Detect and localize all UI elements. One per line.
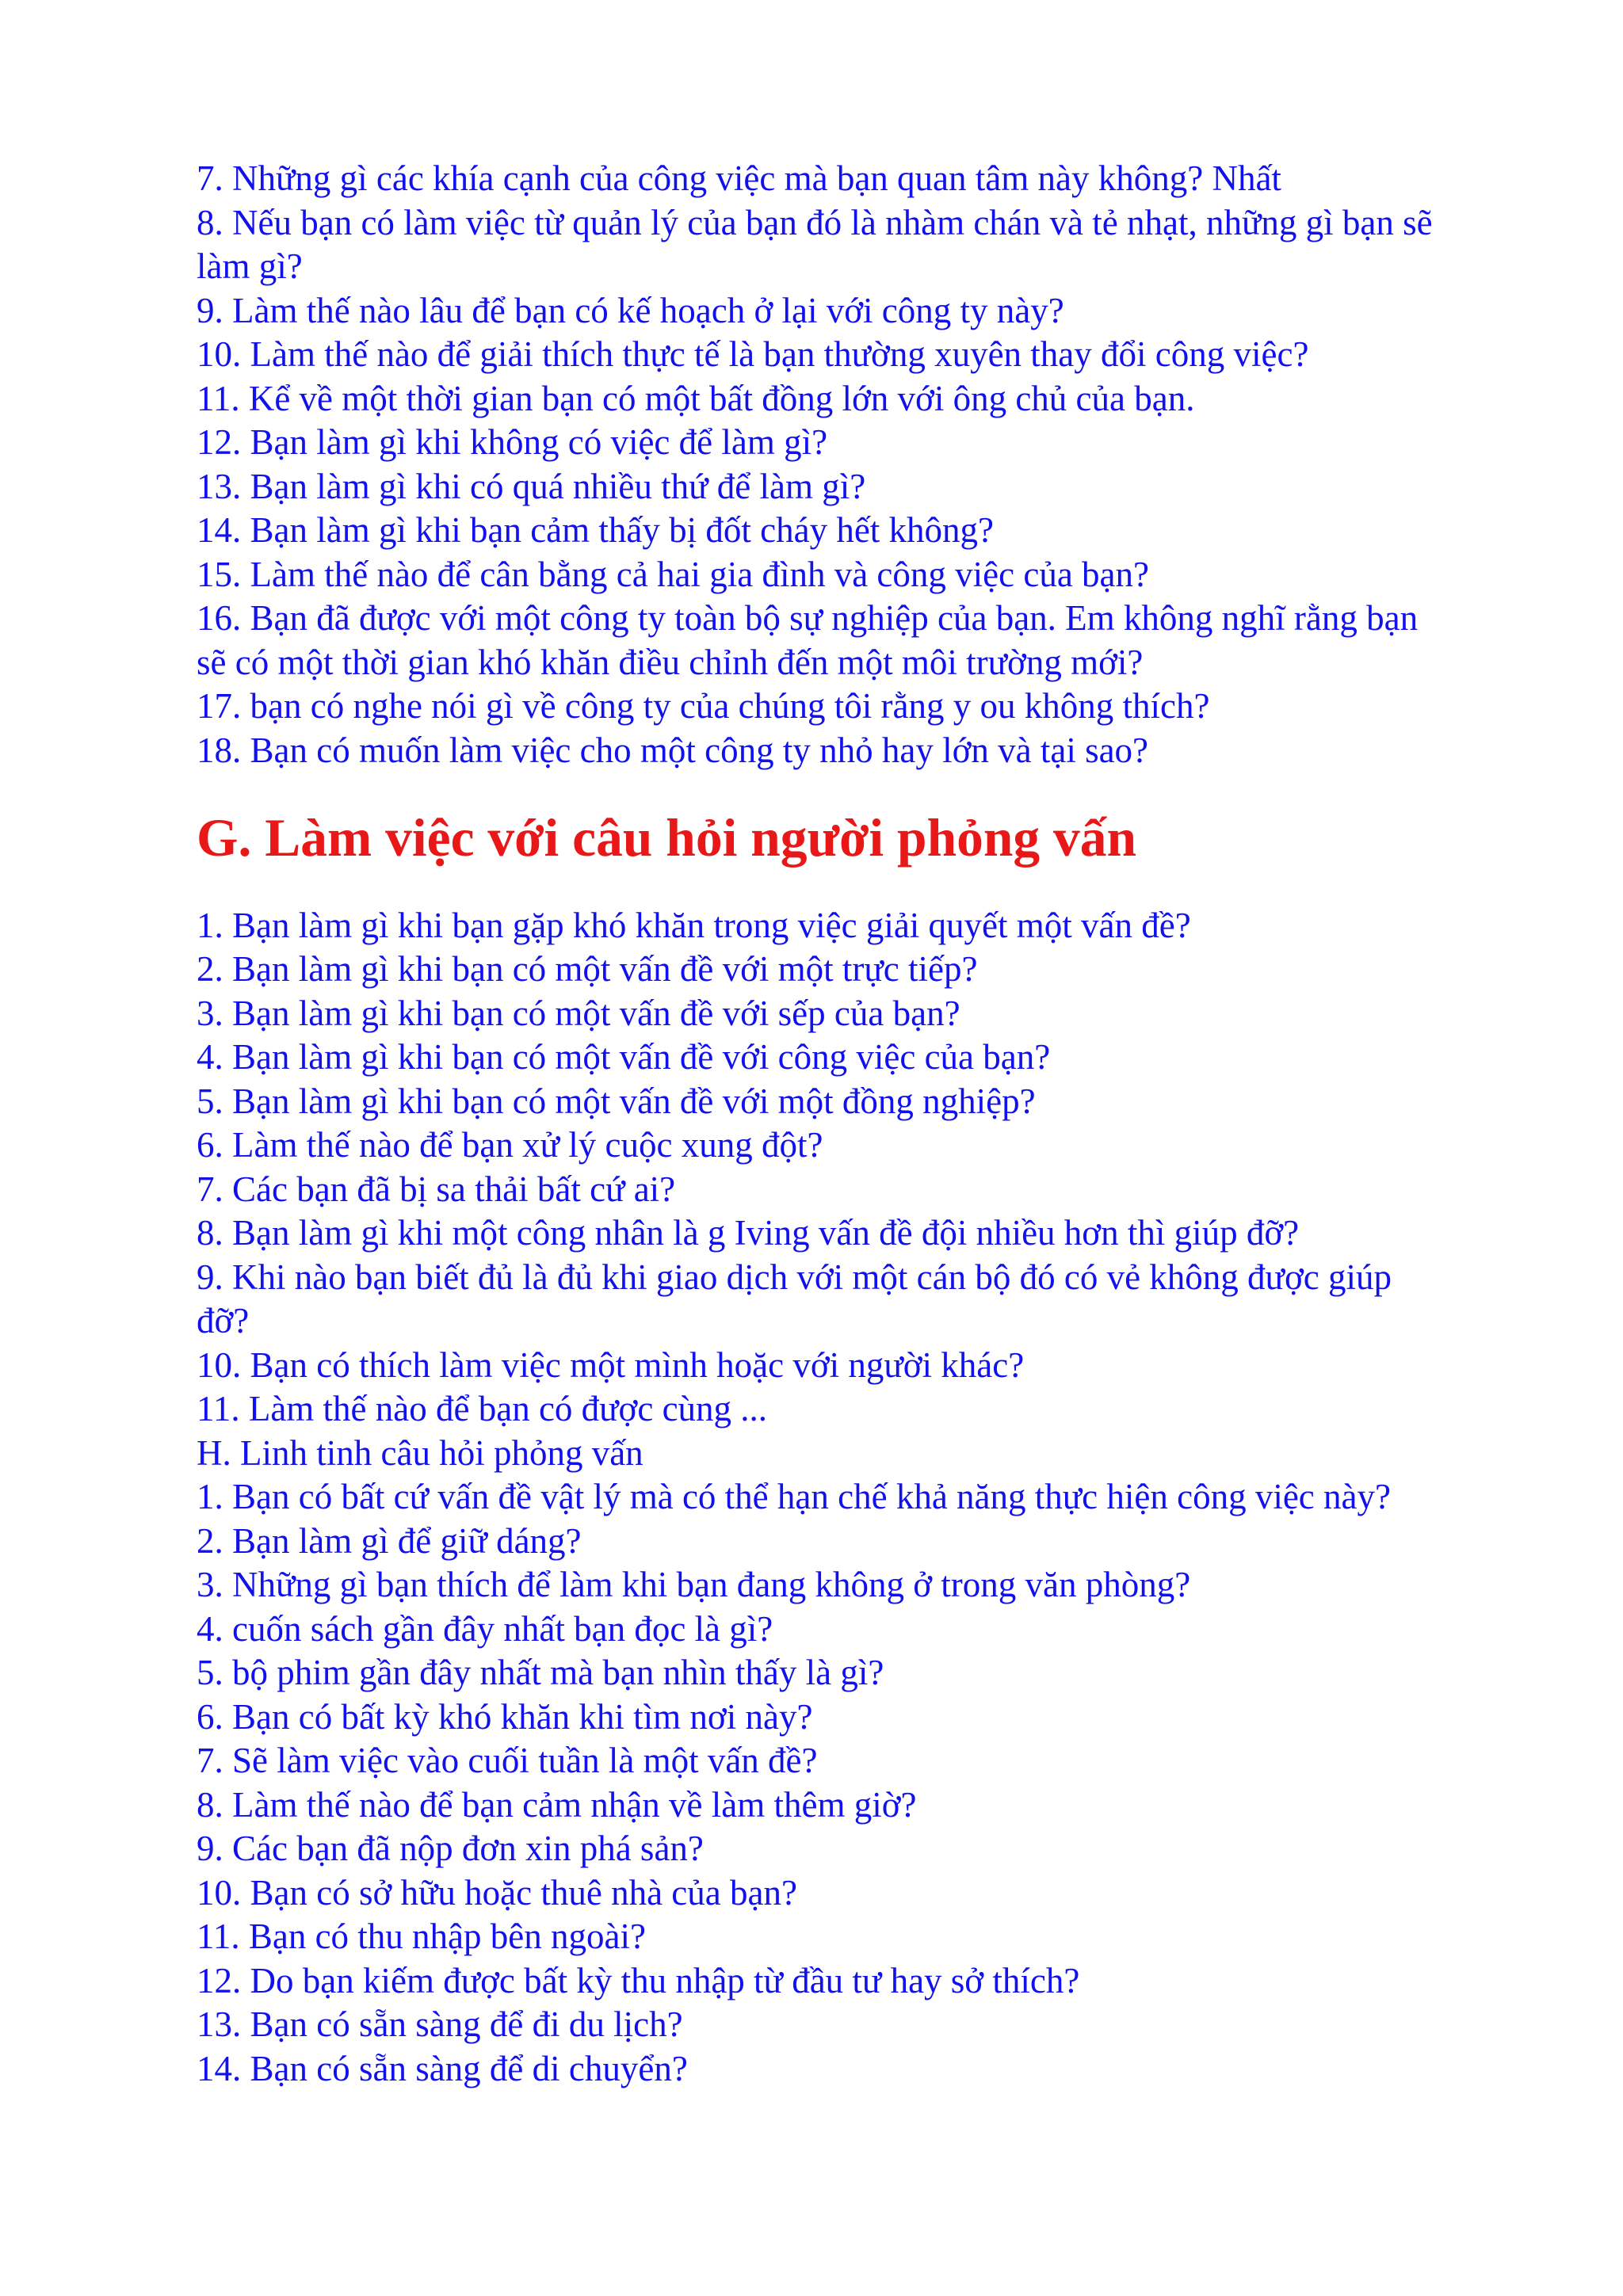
section-h-question-list <box>197 1475 1433 2091</box>
list-item: 4. Bạn làm gì khi bạn có một vấn đề với công việc của bạn? <box>197 1037 1051 1077</box>
list-item: 3. Những gì bạn thích để làm khi bạn đang không ở trong văn phòng? <box>197 1565 1191 1604</box>
list-item: 7. Sẽ làm việc vào cuối tuần là một vấn đề? <box>197 1741 818 1780</box>
list-item: 10. Bạn có sở hữu hoặc thuê nhà của bạn? <box>197 1872 797 1913</box>
list-item: 18. Bạn có muốn làm việc cho một công ty nhỏ hay lớn và tại sao? <box>197 730 1149 770</box>
list-item: 11. Làm thế nào để bạn có được cùng ... <box>197 1389 768 1428</box>
section-g-heading: G. Làm việc với câu hỏi người phỏng vấn <box>197 808 1137 868</box>
list-item: 11. Kể về một thời gian bạn có một bất đồng lớn với ông chủ của bạn. <box>197 378 1195 418</box>
list-item: 14. Bạn làm gì khi bạn cảm thấy bị đốt cháy hết không? <box>197 510 995 550</box>
list-item: 5. Bạn làm gì khi bạn có một vấn đề với một đồng nghiệp? <box>197 1081 1036 1121</box>
list-item: 9. Các bạn đã nộp đơn xin phá sản? <box>197 1829 704 1868</box>
list-item: 13. Bạn có sẵn sàng để đi du lịch? <box>197 2004 683 2044</box>
list-item: 11. Bạn có thu nhập bên ngoài? <box>197 1917 646 1956</box>
list-item: 7. Những gì các khía cạnh của công việc mà bạn quan tâm này không? Nhất <box>197 158 1281 198</box>
list-item: 10. Làm thế nào để giải thích thực tế là bạn thường xuyên thay đổi công việc? <box>197 334 1309 374</box>
list-item: 13. Bạn làm gì khi có quá nhiều thứ để làm gì? <box>197 466 866 506</box>
list-item: 4. cuốn sách gần đây nhất bạn đọc là gì? <box>197 1608 773 1649</box>
list-item: 9. Khi nào bạn biết đủ là đủ khi giao dịch với một cán bộ đó có vẻ không được giúp đỡ? <box>197 1257 1392 1341</box>
list-item: 3. Bạn làm gì khi bạn có một vấn đề với sếp của bạn? <box>197 993 960 1033</box>
list-item: 10. Bạn có thích làm việc một mình hoặc với người khác? <box>197 1344 1025 1385</box>
list-item: 14. Bạn có sẵn sàng để di chuyển? <box>197 2048 688 2088</box>
list-item: 16. Bạn đã được với một công ty toàn bộ sự nghiệp của bạn. Em không nghĩ rằng bạn sẽ có một thời gian khó khăn điều chỉnh đến một môi trường mới? <box>197 598 1419 682</box>
list-item: 1. Bạn có bất cứ vấn đề vật lý mà có thể hạn chế khả năng thực hiện công việc này? <box>197 1477 1391 1516</box>
list-item: 6. Làm thế nào để bạn xử lý cuộc xung đột? <box>197 1125 823 1165</box>
list-item: 8. Bạn làm gì khi một công nhân là g Iving vấn đề đội nhiều hơn thì giúp đỡ? <box>197 1213 1300 1253</box>
list-item: 15. Làm thế nào để cân bằng cả hai gia đình và công việc của bạn? <box>197 554 1149 594</box>
list-item: 2. Bạn làm gì khi bạn có một vấn đề với một trực tiếp? <box>197 949 978 989</box>
list-item: 7. Các bạn đã bị sa thải bất cứ ai? <box>197 1169 676 1209</box>
document-page <box>197 157 1433 2091</box>
list-item: 5. bộ phim gần đây nhất mà bạn nhìn thấy là gì? <box>197 1653 884 1692</box>
list-item: 12. Bạn làm gì khi không có việc để làm gì? <box>197 422 828 462</box>
list-item: 8. Làm thế nào để bạn cảm nhận về làm thêm giờ? <box>197 1784 917 1825</box>
section-g-question-list <box>197 904 1433 1432</box>
list-item: 12. Do bạn kiếm được bất kỳ thu nhập từ đầu tư hay sở thích? <box>197 1960 1080 2000</box>
list-item: 2. Bạn làm gì để giữ dáng? <box>197 1520 582 1561</box>
list-item: 17. bạn có nghe nói gì về công ty của chúng tôi rằng y ou không thích? <box>197 686 1210 726</box>
section-h-heading: H. Linh tinh câu hỏi phỏng vấn <box>197 1432 643 1473</box>
list-item: 8. Nếu bạn có làm việc từ quản lý của bạn đó là nhàm chán và tẻ nhạt, những gì bạn sẽ làm gì? <box>197 202 1433 286</box>
list-item: 1. Bạn làm gì khi bạn gặp khó khăn trong việc giải quyết một vấn đề? <box>197 905 1191 945</box>
list-item: 9. Làm thế nào lâu để bạn có kế hoạch ở lại với công ty này? <box>197 290 1064 330</box>
list-item: 6. Bạn có bất kỳ khó khăn khi tìm nơi này? <box>197 1696 813 1737</box>
section-f-question-list <box>197 157 1433 772</box>
